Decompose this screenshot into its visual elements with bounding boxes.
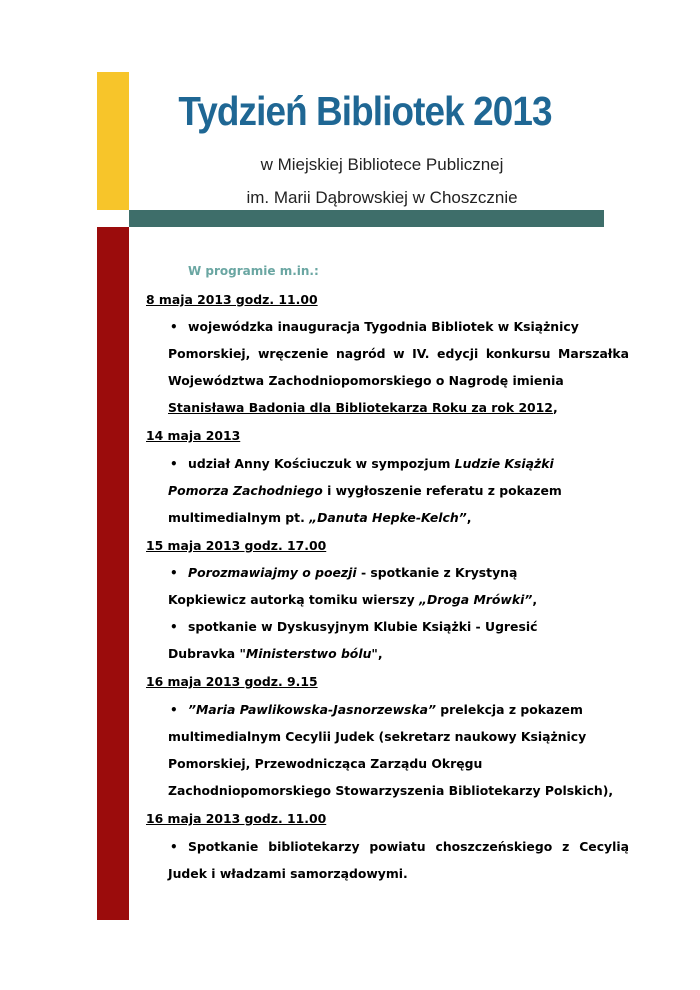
event-text-italic: Porozmawiajmy o poezji: [188, 565, 357, 580]
page-title: Tydzień Bibliotek 2013: [178, 88, 552, 134]
event-text-part: Kopkiewicz autorką tomiku wierszy: [168, 592, 420, 607]
event-text: [188, 702, 583, 718]
bullet-icon: •: [170, 703, 178, 717]
event-text: [188, 565, 517, 581]
event-text-end: ,: [552, 400, 558, 415]
event-date: 14 maja 2013: [146, 428, 241, 443]
event-text-italic: "Ministerstwo bólu": [239, 646, 378, 661]
event-text: Województwa Zachodniopomorskiego o Nagrodę imienia: [168, 373, 564, 388]
bullet-icon: •: [170, 840, 178, 854]
event-text: multimedialnym Cecylii Judek (sekretarz naukowy Książnicy: [168, 729, 587, 744]
event-date: 15 maja 2013 godz. 17.00: [146, 538, 327, 553]
event-text: [188, 456, 554, 472]
event-text: [168, 510, 471, 526]
event-text-underlined: Stanisława Badonia dla Bibliotekarza Roku za rok 2012: [168, 400, 553, 415]
event-text: [168, 646, 383, 662]
event-text: Pomorskiej, wręczenie nagród w IV. edycji konkursu Marszałka: [168, 346, 629, 361]
event-text-part: ,: [377, 646, 383, 661]
bullet-icon: •: [170, 457, 178, 471]
event-text-part: - spotkanie z Krystyną: [356, 565, 518, 580]
decorative-red-bar: [97, 227, 129, 920]
decorative-yellow-bar: [97, 72, 129, 210]
event-text-part: ,: [466, 510, 472, 525]
event-text-part: i wygłoszenie referatu z pokazem: [322, 483, 562, 498]
event-date: 16 maja 2013 godz. 9.15: [146, 674, 318, 689]
event-text: Zachodniopomorskiego Stowarzyszenia Bibliotekarzy Polskich),: [168, 783, 614, 798]
event-text-italic: ”Maria Pawlikowska-Jasnorzewska”: [188, 702, 436, 717]
event-text-part: Dubravka: [168, 646, 240, 661]
event-text: spotkanie w Dyskusyjnym Klubie Książki - Ugresić: [188, 619, 538, 634]
event-text: Judek i władzami samorządowymi.: [168, 866, 408, 881]
bullet-icon: •: [170, 620, 178, 634]
event-text-part: udział Anny Kościuczuk w sympozjum: [188, 456, 455, 471]
bullet-icon: •: [170, 566, 178, 580]
event-text-italic: Ludzie Książki: [454, 456, 554, 471]
event-text: Pomorskiej, Przewodnicząca Zarządu Okręgu: [168, 756, 483, 771]
event-text-part: prelekcja z pokazem: [435, 702, 583, 717]
event-text-part: multimedialnym pt.: [168, 510, 310, 525]
event-text: [168, 400, 558, 416]
event-text-italic: Pomorza Zachodniego: [168, 483, 323, 498]
event-text: [168, 483, 562, 499]
event-text-italic: „Droga Mrówki”: [419, 592, 533, 607]
program-label: W programie m.in.:: [188, 264, 319, 278]
event-date: 16 maja 2013 godz. 11.00: [146, 811, 327, 826]
event-text-part: ,: [532, 592, 538, 607]
event-text: Spotkanie bibliotekarzy powiatu choszczeńskiego z Cecylią: [188, 839, 629, 854]
event-text-italic: „Danuta Hepke-Kelch”: [309, 510, 467, 525]
subtitle-line-2: im. Marii Dąbrowskiej w Choszcznie: [246, 188, 518, 207]
event-text: wojewódzka inauguracja Tygodnia Bibliotek w Książnicy: [188, 319, 579, 334]
decorative-teal-bar: [129, 210, 604, 227]
event-date: 8 maja 2013 godz. 11.00: [146, 292, 318, 307]
event-text: [168, 592, 537, 608]
bullet-icon: •: [170, 320, 178, 334]
subtitle-line-1: w Miejskiej Bibliotece Publicznej: [260, 155, 504, 174]
